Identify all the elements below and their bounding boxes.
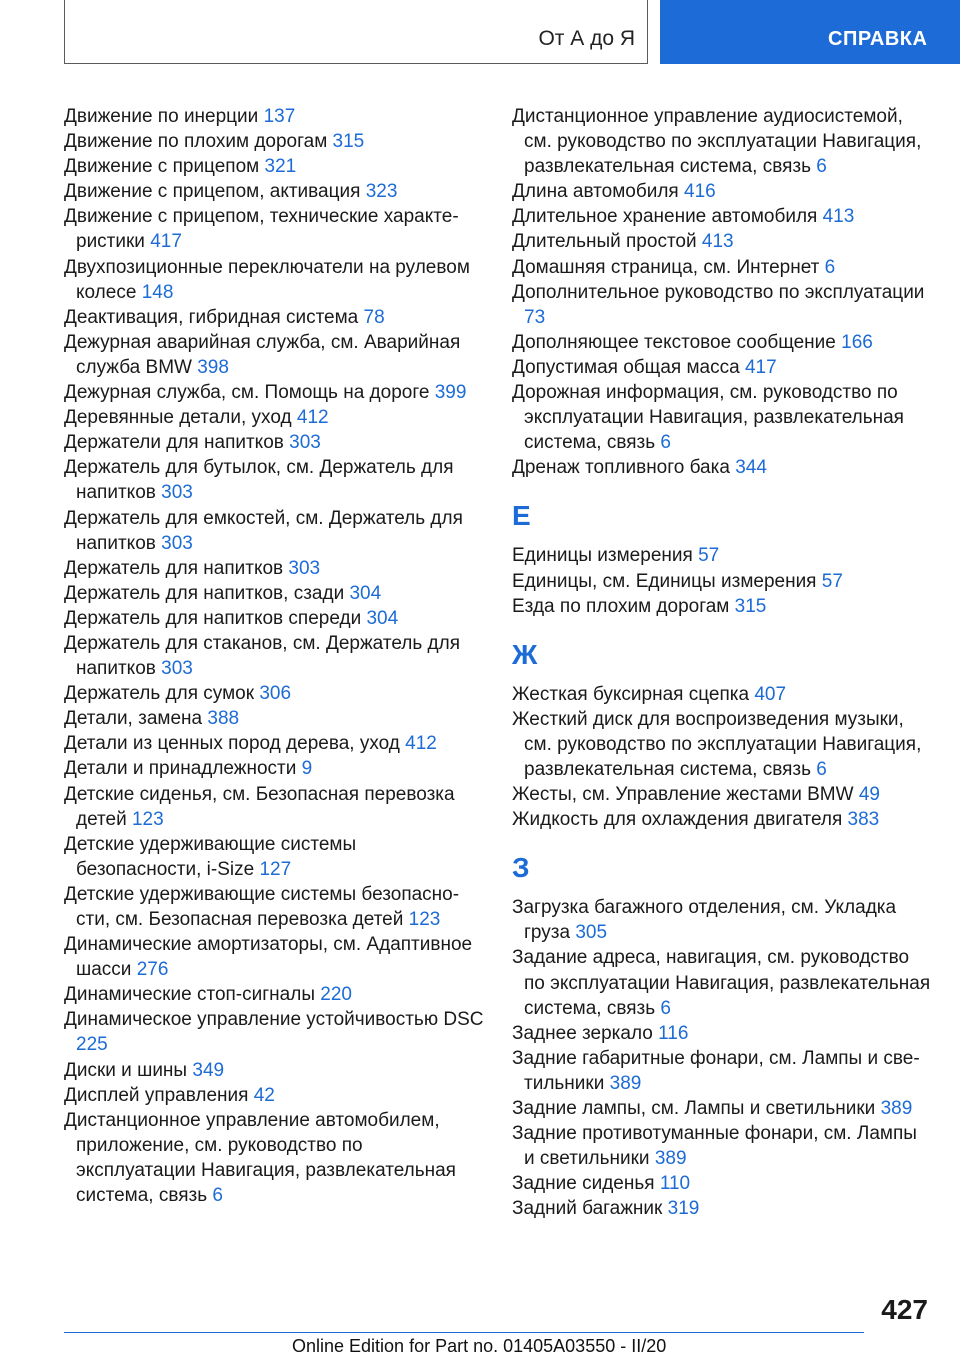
index-entry xyxy=(64,1108,484,1208)
index-entry-text: Детали и принадлежности xyxy=(64,758,297,780)
index-entry-text: Дежурная служба, см. Помощь на дороге xyxy=(64,382,430,404)
index-entry-page-link[interactable]: 417 xyxy=(744,356,777,378)
index-entry xyxy=(512,1096,932,1121)
index-entry-text: Длительное хранение автомобиля xyxy=(512,206,818,228)
index-entry xyxy=(64,706,484,731)
index-entry xyxy=(64,581,484,606)
index-entry xyxy=(512,895,932,945)
index-entry xyxy=(512,1121,932,1171)
index-entry-page-link[interactable]: 110 xyxy=(659,1173,691,1195)
index-entry xyxy=(512,229,932,254)
index-entry-text: Задание адреса, навигация, см. руководство по эксплуатации Навигация, развлекательная система, связь xyxy=(512,947,931,1019)
index-entry-page-link[interactable]: 388 xyxy=(207,708,240,730)
index-entry xyxy=(64,455,484,505)
index-entry-text: Дистанционное управление автомобилем, приложение, см. руководство по эксплуатации Навигация, развлекательная система, связь xyxy=(64,1109,456,1207)
index-entry-text: Домашняя страница, см. Интернет xyxy=(512,256,820,278)
index-entry-page-link[interactable]: 123 xyxy=(131,808,164,830)
index-entry-page-link[interactable]: 389 xyxy=(654,1148,687,1170)
index-entry xyxy=(64,832,484,882)
index-entry-text: Держатель для сумок xyxy=(64,683,255,705)
index-entry-text: Заднее зеркало xyxy=(512,1022,653,1044)
index-entry-page-link[interactable]: 116 xyxy=(658,1022,689,1044)
index-entry xyxy=(512,594,932,619)
index-entry xyxy=(512,380,932,455)
index-entry-text: Задние противотуманные фонари, см. Лампы и светильники xyxy=(512,1123,917,1170)
index-entry-text: Динамические амортизаторы, см. Адаптивное шасси xyxy=(64,934,473,981)
index-entry-text: Дисплей управления xyxy=(64,1084,249,1106)
index-entry xyxy=(512,569,932,594)
index-entry-text: Диски и шины xyxy=(64,1059,188,1081)
index-entry-page-link[interactable]: 137 xyxy=(263,106,296,127)
index-entry-text: Задний багажник xyxy=(512,1198,663,1220)
index-entry-page-link[interactable]: 304 xyxy=(366,607,399,629)
index-entry-page-link[interactable]: 276 xyxy=(136,959,169,981)
index-entry-text: Динамические стоп-сигналы xyxy=(64,984,315,1006)
index-entry xyxy=(64,782,484,832)
index-entry-page-link[interactable]: 49 xyxy=(858,784,880,806)
index-entry xyxy=(64,330,484,380)
index-column-left xyxy=(64,104,484,1208)
index-entry-text: Дорожная информация, см. руководство по эксплуатации Навигация, развлекательная система, связь xyxy=(512,382,904,454)
index-entry xyxy=(64,681,484,706)
footer-edition-text: Online Edition for Part no. 01405A03550 - II/20 xyxy=(292,1336,667,1356)
index-entry xyxy=(512,707,932,782)
index-entry xyxy=(64,882,484,932)
index-entry-text: Движение с прицепом, активация xyxy=(64,181,361,203)
index-entry-text: Движение с прицепом xyxy=(64,156,260,178)
index-entry-page-link[interactable]: 417 xyxy=(150,231,182,253)
index-entry-text: Движение по инерции xyxy=(64,106,259,127)
index-entry-page-link[interactable]: 6 xyxy=(816,758,827,780)
header-title: От А до Я xyxy=(538,27,635,50)
index-entry xyxy=(64,932,484,982)
index-entry-text: Езда по плохим дорогам xyxy=(512,595,730,617)
index-entry-page-link[interactable]: 412 xyxy=(296,407,329,429)
index-entry-text: Жесткая буксирная сцепка xyxy=(512,683,750,705)
index-entry xyxy=(512,355,932,380)
index-entry xyxy=(512,945,932,1020)
index-entry-page-link[interactable]: 321 xyxy=(264,156,297,178)
index-entry xyxy=(64,506,484,556)
index-entry xyxy=(512,455,932,480)
index-entry-page-link[interactable]: 413 xyxy=(701,231,734,253)
index-entry xyxy=(512,543,932,568)
index-entry-page-link[interactable]: 303 xyxy=(161,482,193,504)
index-entry xyxy=(64,631,484,681)
index-entry xyxy=(512,782,932,807)
index-entry xyxy=(512,330,932,355)
index-entry-text: Загрузка багажного отделения, см. Укладка груза xyxy=(512,897,897,944)
index-entry-page-link[interactable]: 127 xyxy=(259,858,292,880)
index-column-right xyxy=(512,104,932,1221)
index-entry-page-link[interactable]: 416 xyxy=(684,181,716,203)
index-entry-text: Жесты, см. Управление жестами BMW xyxy=(512,784,854,806)
index-entry-page-link[interactable]: 6 xyxy=(660,432,671,454)
index-entry-page-link[interactable]: 303 xyxy=(161,658,193,680)
index-entry xyxy=(64,380,484,405)
index-entry-page-link[interactable]: 6 xyxy=(660,997,671,1019)
index-entry xyxy=(64,179,484,204)
index-entry xyxy=(64,982,484,1007)
index-entry-text: Деревянные детали, уход xyxy=(64,407,292,429)
index-entry-page-link[interactable]: 303 xyxy=(161,532,193,554)
index-entry xyxy=(512,204,932,229)
index-entry-page-link[interactable]: 319 xyxy=(667,1198,700,1220)
index-entry-text: Единицы измерения xyxy=(512,545,693,567)
index-entry-page-link[interactable]: 148 xyxy=(141,281,174,303)
index-entry-page-link[interactable]: 389 xyxy=(880,1098,913,1119)
index-entry-text: Длина автомобиля xyxy=(512,181,679,203)
index-entry xyxy=(64,1007,484,1057)
index-entry xyxy=(512,1196,932,1221)
index-entry-text: Держатель для емкостей, см. Держатель для напитков xyxy=(64,507,463,554)
index-entry-text: Держатель для напитков, сзади xyxy=(64,582,345,604)
index-entry-text: Жесткий диск для воспроизведения музыки, см. руководство по эксплуатации Навигация, развлекательная система, связь xyxy=(512,708,922,780)
index-entry xyxy=(64,556,484,581)
index-entry-page-link[interactable]: 306 xyxy=(259,683,292,705)
index-entry-text: Держатель для стаканов, см. Держатель для напитков xyxy=(64,632,460,680)
index-entry xyxy=(512,682,932,707)
index-entry xyxy=(512,179,932,204)
index-entry-page-link[interactable]: 399 xyxy=(434,382,467,404)
index-entry-text: Длительный простой xyxy=(512,231,697,253)
index-entry-text: Детские сиденья, см. Безопасная перевозка детей xyxy=(64,783,455,830)
index-entry-page-link[interactable]: 305 xyxy=(575,922,608,944)
index-entry-text: Движение с прицепом, технические характеристики xyxy=(64,206,459,253)
index-entry-page-link[interactable]: 166 xyxy=(841,331,873,353)
index-entry-page-link[interactable]: 389 xyxy=(609,1072,642,1094)
index-entry xyxy=(64,430,484,455)
index-entry-page-link[interactable]: 6 xyxy=(824,256,836,278)
index-entry-page-link[interactable]: 413 xyxy=(822,206,855,228)
index-entry xyxy=(64,606,484,631)
index-entry-text: Детские удерживающие системы безопасности, i-Size xyxy=(64,833,357,880)
index-entry-page-link[interactable]: 123 xyxy=(408,909,441,930)
section-tab[interactable]: СПРАВКА xyxy=(660,0,960,64)
index-entry-page-link[interactable]: 303 xyxy=(289,432,321,454)
index-entry xyxy=(512,104,932,179)
index-entry-page-link[interactable]: 323 xyxy=(365,181,398,203)
index-entry-text: Деактивация, гибридная система xyxy=(64,306,359,328)
index-entry-page-link[interactable]: 57 xyxy=(821,570,843,592)
index-entry-page-link[interactable]: 315 xyxy=(734,595,767,617)
index-entry-text: Держатели для напитков xyxy=(64,432,284,454)
index-entry xyxy=(64,405,484,430)
index-entry xyxy=(64,1058,484,1083)
index-entry-text: Держатель для напитков xyxy=(64,557,284,579)
index-entry-page-link[interactable]: 42 xyxy=(253,1084,275,1106)
index-entry-text: Динамическое управление устойчивостью DSC xyxy=(64,1009,484,1031)
index-entry-text: Детали из ценных пород дерева, уход xyxy=(64,733,400,755)
index-entry-text: Дополняющее текстовое сообщение xyxy=(512,331,836,353)
index-entry-page-link[interactable]: 303 xyxy=(288,557,321,579)
index-entry-page-link[interactable]: 383 xyxy=(847,809,880,831)
index-entry xyxy=(512,1171,932,1196)
index-entry-text: Движение по плохим дорогам xyxy=(64,131,328,153)
index-entry-text: Задние лампы, см. Лампы и светильники xyxy=(512,1098,876,1119)
index-entry-text: Держатель для бутылок, см. Держатель для напитков xyxy=(64,457,454,504)
index-entry xyxy=(64,129,484,154)
footer-divider xyxy=(64,1332,864,1333)
index-entry xyxy=(64,154,484,179)
section-letter-heading: Е xyxy=(512,500,531,532)
index-entry-page-link[interactable]: 412 xyxy=(405,733,437,755)
index-entry-page-link[interactable]: 407 xyxy=(754,683,787,705)
index-entry-text: Задние габаритные фонари, см. Лампы и светильники xyxy=(512,1047,920,1094)
header-title-box xyxy=(64,0,648,64)
index-entry-page-link[interactable]: 6 xyxy=(212,1185,223,1207)
index-entry xyxy=(512,255,932,280)
index-entry-text: Детали, замена xyxy=(64,708,203,730)
index-entry xyxy=(512,807,932,832)
index-entry-page-link[interactable]: 225 xyxy=(76,1034,108,1056)
index-entry-text: Дистанционное управление аудиосистемой, см. руководство по эксплуатации Навигация, развлекательная система, связь xyxy=(512,106,922,178)
index-entry-text: Дренаж топливного бака xyxy=(512,457,730,479)
index-entry xyxy=(64,104,484,129)
index-entry xyxy=(512,1046,932,1096)
index-entry-page-link[interactable]: 9 xyxy=(301,758,313,780)
index-entry-text: Единицы, см. Единицы измерения xyxy=(512,570,817,592)
index-entry xyxy=(512,280,932,330)
section-letter-heading: З xyxy=(512,852,530,884)
index-entry-text: Задние сиденья xyxy=(512,1173,655,1195)
index-entry-page-link[interactable]: 57 xyxy=(698,545,720,567)
index-entry-page-link[interactable]: 78 xyxy=(363,306,385,328)
index-entry-page-link[interactable]: 349 xyxy=(192,1059,225,1081)
index-entry-text: Допустимая общая масса xyxy=(512,356,740,378)
index-entry-text: Дополнительное руководство по эксплуатации xyxy=(512,281,925,303)
index-entry-text: Держатель для напитков спереди xyxy=(64,607,362,629)
index-entry-page-link[interactable]: 73 xyxy=(524,306,546,328)
index-entry-page-link[interactable]: 398 xyxy=(197,356,229,378)
index-entry-page-link[interactable]: 220 xyxy=(320,984,352,1006)
index-entry xyxy=(64,255,484,305)
index-entry xyxy=(64,305,484,330)
index-entry xyxy=(64,756,484,781)
index-entry xyxy=(64,1083,484,1108)
index-entry-page-link[interactable]: 6 xyxy=(816,156,827,178)
index-entry-text: Детские удерживающие системы безопасности, см. Безопасная перевозка детей xyxy=(64,883,460,930)
index-entry xyxy=(512,1021,932,1046)
index-entry-text: Жидкость для охлаждения двигателя xyxy=(512,809,843,831)
index-entry xyxy=(64,731,484,756)
index-entry-text: Двухпозиционные переключатели на рулевом колесе xyxy=(64,256,470,303)
index-entry xyxy=(64,204,484,254)
section-letter-heading: Ж xyxy=(512,638,538,670)
index-entry-page-link[interactable]: 304 xyxy=(349,582,382,604)
index-entry-page-link[interactable]: 315 xyxy=(332,131,365,153)
index-entry-page-link[interactable]: 344 xyxy=(735,457,767,479)
page-number: 427 xyxy=(881,1294,928,1325)
index-entry-text: Дежурная аварийная служба, см. Аварийная служба BMW xyxy=(64,331,461,378)
